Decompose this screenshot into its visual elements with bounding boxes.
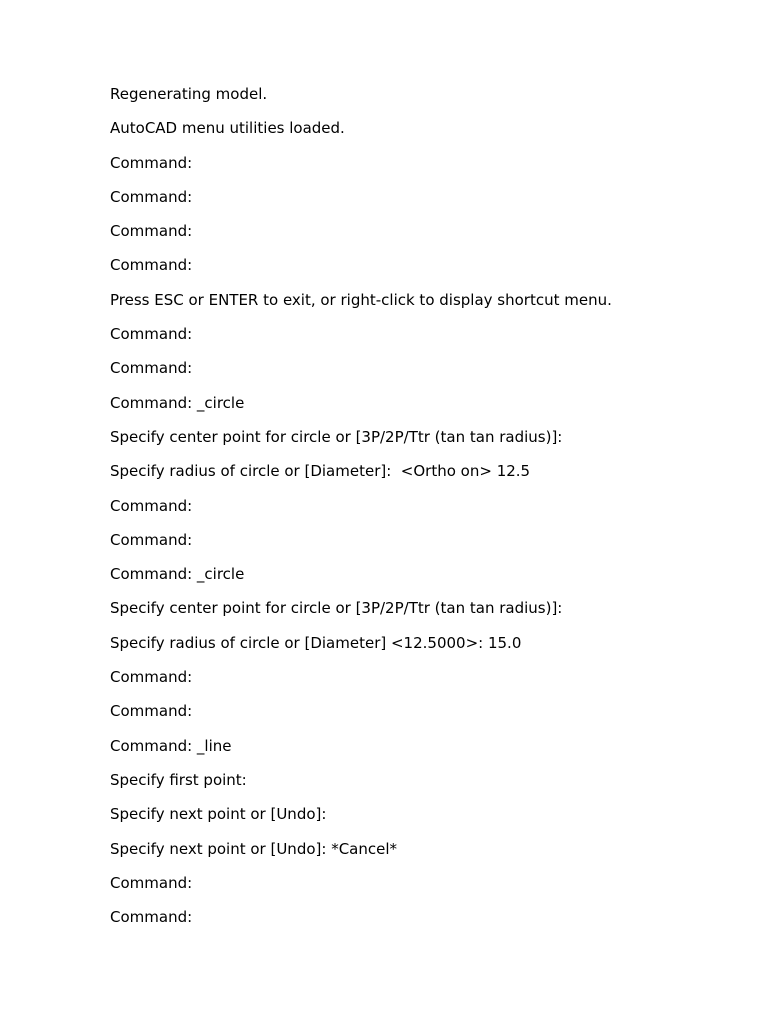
- log-line: Specify center point for circle or [3P/2P/Ttr (tan tan radius)]:: [110, 599, 563, 618]
- log-line: Regenerating model.: [110, 85, 268, 103]
- log-line: AutoCAD menu utilities loaded.: [110, 119, 345, 138]
- log-line: Command:: [110, 873, 193, 892]
- log-line: Specify first point:: [110, 770, 247, 789]
- log-line: Command:: [110, 668, 193, 687]
- log-line: Specify radius of circle or [Diameter]: <Ortho on> 12.5: [110, 462, 531, 481]
- command-history-log: [110, 84, 750, 941]
- log-line: Command:: [110, 908, 193, 927]
- log-line: Specify next point or [Undo]:: [110, 805, 327, 824]
- log-line: Specify radius of circle or [Diameter] <12.5000>: 15.0: [110, 633, 522, 652]
- log-line: Command:: [110, 187, 193, 206]
- log-line: Command:: [110, 530, 193, 549]
- log-line: Command:: [110, 256, 193, 275]
- log-line: Command: _line: [110, 736, 232, 755]
- log-line: Command:: [110, 496, 193, 515]
- log-line: Command: _circle: [110, 565, 245, 584]
- log-line: Command:: [110, 702, 193, 721]
- log-line: Command:: [110, 222, 193, 241]
- log-line: Command: _circle: [110, 393, 245, 412]
- log-line: Command:: [110, 325, 193, 344]
- log-line: Command:: [110, 359, 193, 378]
- log-line: Press ESC or ENTER to exit, or right-click to display shortcut menu.: [110, 290, 612, 309]
- log-line: Command:: [110, 153, 193, 172]
- log-line: Specify center point for circle or [3P/2P/Ttr (tan tan radius)]:: [110, 427, 563, 446]
- log-line: Specify next point or [Undo]: *Cancel*: [110, 839, 398, 858]
